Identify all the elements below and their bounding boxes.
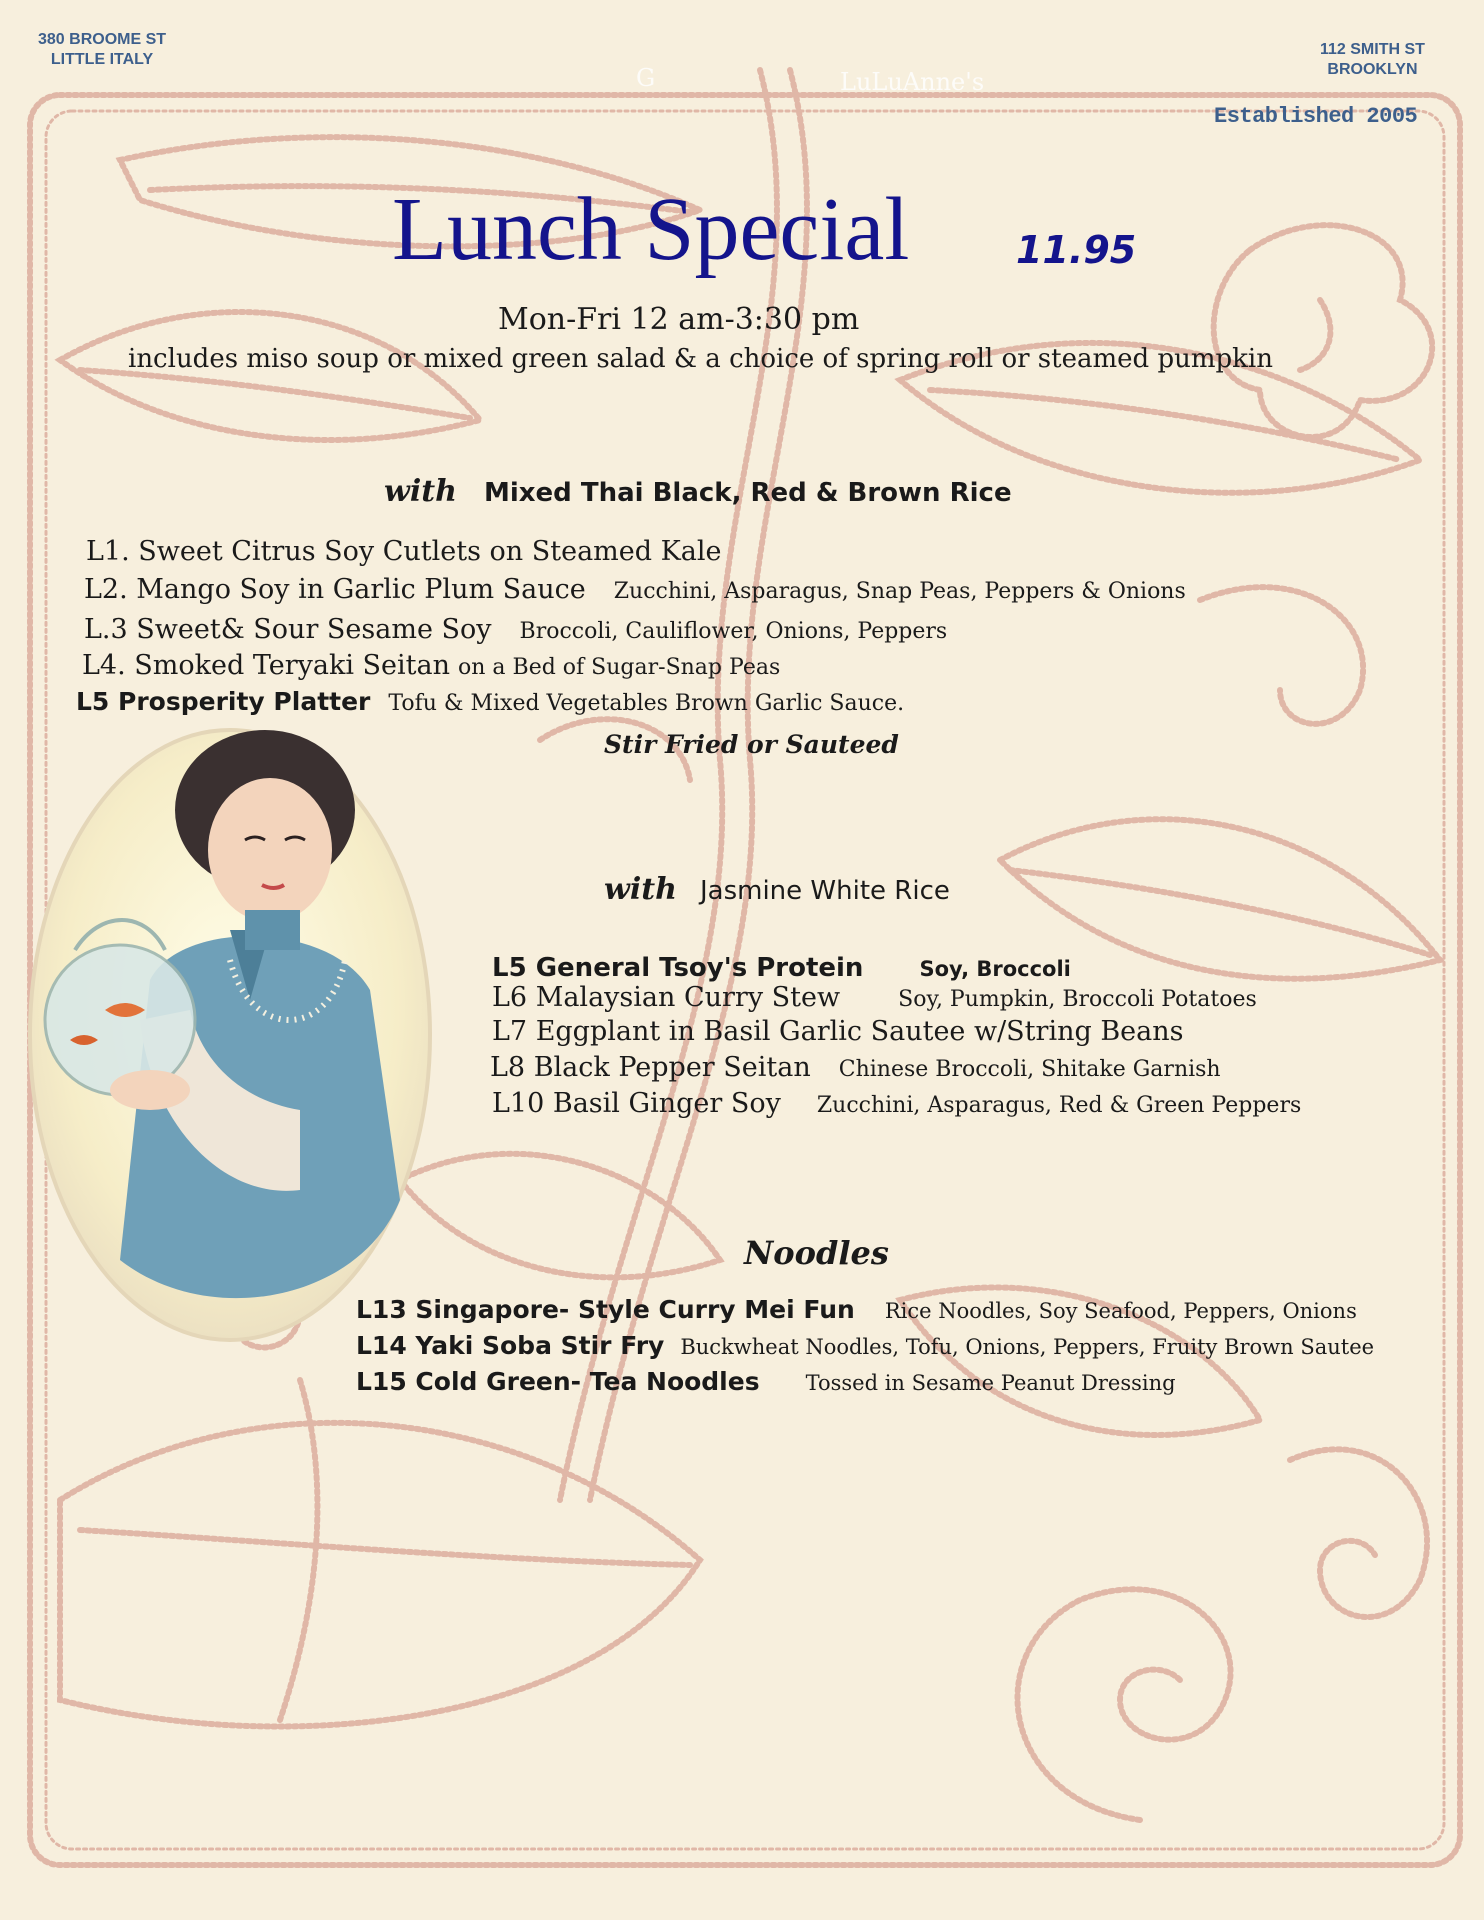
item-desc: Broccoli, Cauliflower, Onions, Peppers	[519, 619, 948, 644]
item-desc: Tossed in Sesame Peanut Dressing	[805, 1371, 1176, 1395]
menu-item	[356, 1294, 1357, 1325]
menu-item	[86, 536, 722, 567]
item-name: L5 Prosperity Platter	[76, 687, 371, 716]
item-name: L.3 Sweet& Sour Sesame Soy	[84, 614, 492, 645]
address-brooklyn	[1320, 40, 1425, 80]
established-text: Established 2005	[1214, 104, 1418, 129]
address-line: BROOKLYN	[1327, 61, 1418, 78]
item-desc: Soy, Pumpkin, Broccoli Potatoes	[898, 987, 1257, 1012]
menu-item	[76, 686, 904, 717]
section-title: Mixed Thai Black, Red & Brown Rice	[483, 478, 1012, 508]
menu-item	[492, 952, 1071, 983]
menu-item	[82, 650, 780, 681]
address-line: 380 BROOME ST	[38, 31, 167, 48]
menu-item	[356, 1366, 1176, 1397]
item-name: L8 Black Pepper Seitan	[490, 1052, 811, 1083]
section-title: Jasmine White Rice	[699, 876, 950, 906]
watermark-logo: G	[636, 64, 656, 92]
section-jasmine-heading	[604, 872, 950, 907]
section-noodles-heading: Noodles	[744, 1234, 889, 1272]
item-name: L10 Basil Ginger Soy	[492, 1088, 781, 1119]
menu-item	[356, 1330, 1374, 1361]
item-name: L1. Sweet Citrus Soy Cutlets on Steamed Kale	[86, 536, 722, 567]
item-name: L15 Cold Green- Tea Noodles	[356, 1367, 760, 1396]
item-name: L13 Singapore- Style Curry Mei Fun	[356, 1295, 855, 1324]
item-desc: Tofu & Mixed Vegetables Brown Garlic Sauce.	[388, 691, 905, 716]
item-name: L2. Mango Soy in Garlic Plum Sauce	[84, 574, 586, 605]
address-little-italy	[38, 30, 166, 70]
page-title: Lunch Special	[392, 180, 910, 279]
menu-item	[492, 982, 1257, 1013]
item-desc: Soy, Broccoli	[919, 957, 1071, 981]
with-label: with	[604, 872, 677, 907]
item-desc: Chinese Broccoli, Shitake Garnish	[838, 1057, 1221, 1082]
lady-goldfish-illustration	[30, 730, 430, 1340]
item-desc: Buckwheat Noodles, Tofu, Onions, Peppers, Fruity Brown Sautee	[680, 1335, 1375, 1359]
address-line: LITTLE ITALY	[50, 51, 154, 68]
item-desc: Zucchini, Asparagus, Snap Peas, Peppers & Onions	[613, 579, 1186, 604]
item-desc: Rice Noodles, Soy Seafood, Peppers, Onions	[884, 1299, 1357, 1323]
item-name: L7 Eggplant in Basil Garlic Sautee w/String Beans	[492, 1016, 1184, 1047]
item-name: L14 Yaki Soba Stir Fry	[356, 1331, 665, 1360]
watermark-name: LuLuAnne's	[840, 68, 985, 96]
includes-text: includes miso soup or mixed green salad & a choice of spring roll or steamed pumpkin	[128, 344, 1273, 374]
menu-item	[84, 614, 947, 645]
price: 11.95	[1016, 228, 1137, 272]
section-rice-heading	[384, 474, 1012, 509]
item-desc: Zucchini, Asparagus, Red & Green Peppers	[816, 1093, 1302, 1118]
item-name: L4. Smoked Teryaki Seitan	[82, 650, 451, 681]
cooking-note: Stir Fried or Sauteed	[604, 730, 899, 759]
item-name: L5 General Tsoy's Protein	[492, 953, 864, 983]
menu-item	[492, 1016, 1184, 1047]
menu-item	[84, 574, 1186, 605]
menu-item	[490, 1052, 1221, 1083]
menu-item	[492, 1088, 1301, 1119]
address-line: 112 SMITH ST	[1320, 41, 1425, 58]
item-desc: on a Bed of Sugar-Snap Peas	[458, 655, 781, 680]
with-label: with	[384, 474, 457, 509]
hours: Mon-Fri 12 am-3:30 pm	[498, 302, 860, 337]
item-name: L6 Malaysian Curry Stew	[492, 982, 841, 1013]
